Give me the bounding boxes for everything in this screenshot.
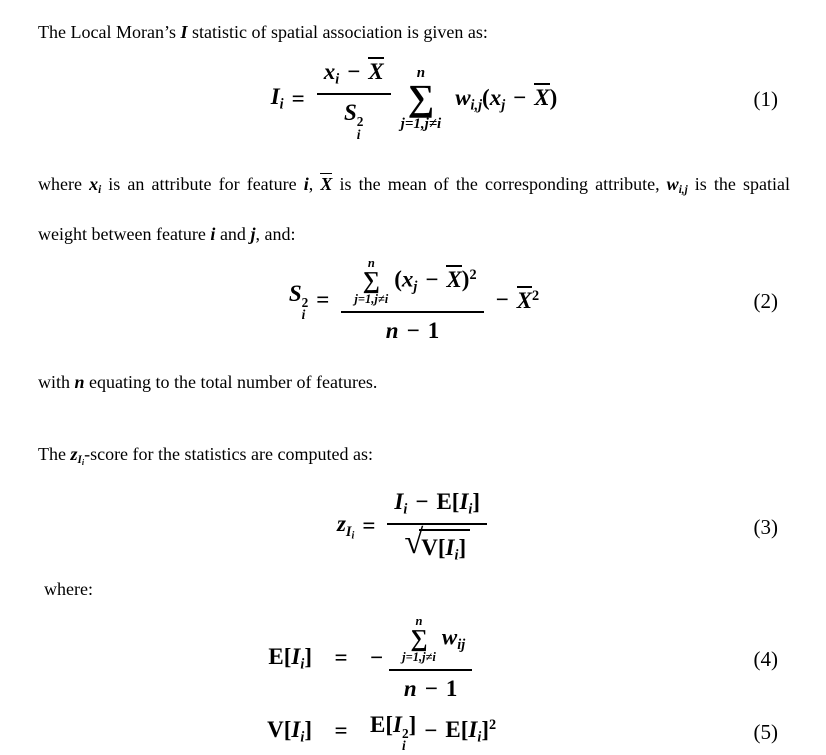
math-term [267, 716, 312, 747]
math-lhs [38, 643, 312, 674]
math-token: j [250, 223, 256, 244]
math-token: V[ [267, 717, 292, 743]
equation-3 [38, 485, 790, 569]
math-subscript: ij [457, 636, 466, 653]
text-segment: is the spatial weight between feature [38, 174, 790, 244]
fraction [341, 256, 483, 346]
sup-sub-stack [301, 294, 309, 323]
math-token: w [455, 84, 471, 110]
math-token: n [403, 675, 417, 701]
body-paragraph [38, 162, 790, 256]
math-subscript [346, 524, 354, 540]
math-token: i [303, 174, 309, 194]
left-paren: ( [394, 266, 402, 292]
math-subscript: i [81, 457, 85, 467]
minus-sign: − [406, 317, 420, 343]
math-subscript: i [454, 547, 459, 564]
fraction-numerator [317, 57, 391, 93]
right-paren: ) [549, 84, 558, 110]
left-paren: ( [482, 84, 490, 110]
right-bracket: ] [481, 717, 489, 743]
fraction [389, 614, 472, 704]
equals-sign [312, 717, 370, 746]
math-subscript: i [300, 729, 305, 746]
sigma-symbol: ∑ [407, 77, 435, 119]
math-superscript: 2 [469, 266, 477, 283]
fraction-denominator [389, 669, 472, 704]
math-token: I [468, 717, 478, 743]
body-paragraph [38, 442, 790, 475]
minus-sign: − [415, 488, 429, 514]
equation-4 [38, 613, 790, 705]
text-segment: is the mean of the corresponding attribute, [332, 174, 667, 194]
equation-number-4: (4) [753, 646, 778, 671]
right-bracket: ] [408, 711, 417, 737]
fraction [387, 488, 487, 565]
math-superscript: 2 [301, 294, 309, 310]
math-token: I [445, 535, 455, 561]
radical-sign: √ [404, 523, 424, 562]
math-token: X [446, 266, 462, 292]
math-superscript: 2 [356, 113, 364, 129]
math-token: X [516, 287, 533, 313]
math-subscript: i [300, 656, 305, 673]
math-token: w [666, 174, 679, 194]
equation-number-2: (2) [753, 288, 778, 313]
math-token: E[ [370, 711, 393, 737]
math-token: E[ [445, 717, 469, 743]
math-token: 1 [445, 675, 458, 701]
math-token: I [459, 488, 469, 514]
math-token: E[ [436, 488, 460, 514]
minus-sign: − [347, 58, 361, 84]
body-paragraph [38, 577, 790, 601]
math-token: I [393, 711, 402, 737]
fraction-denominator [387, 523, 487, 565]
math-subscript: i [301, 307, 306, 323]
math-subscript: i [468, 501, 473, 518]
math-subscript: i [356, 126, 361, 142]
math-token: I [291, 644, 301, 670]
math-token: S [343, 99, 357, 125]
fraction-denominator [341, 311, 483, 346]
sup-sub-stack [356, 113, 364, 142]
fraction-denominator [317, 93, 391, 141]
right-bracket: ] [458, 535, 467, 561]
fraction-numerator [387, 488, 487, 523]
fraction-numerator [389, 614, 472, 669]
sum-upper-limit: n [367, 255, 375, 270]
equation-number-3: (3) [753, 514, 778, 539]
sup-sub-stack [401, 725, 409, 754]
radicand [419, 529, 470, 565]
text-segment: -score for the statistics are computed as: [84, 443, 373, 464]
math-term [268, 643, 312, 674]
math-token: i [210, 223, 216, 244]
math-token: = [334, 645, 348, 671]
right-bracket: ] [304, 717, 312, 743]
minus-sign: − [425, 266, 439, 292]
math-token: x [323, 58, 336, 84]
equals-sign [312, 644, 370, 673]
math-token: E[ [268, 644, 292, 670]
text-segment: with [38, 371, 75, 392]
math-token: I [394, 488, 404, 514]
math-subscript: i [279, 96, 284, 113]
math-lhs [337, 510, 354, 543]
math-term [445, 716, 496, 747]
fraction [317, 57, 391, 141]
x-bar [534, 83, 549, 110]
summation-operator [354, 256, 388, 307]
math-lhs [289, 280, 308, 322]
math-rhs [370, 614, 476, 704]
summation-operator [402, 614, 436, 665]
math-subscript: i [335, 71, 340, 88]
summation-operator [401, 65, 442, 134]
equation-1 [38, 54, 790, 144]
math-subscript: i [98, 183, 102, 196]
right-bracket: ] [472, 488, 481, 514]
math-subscript: i,j [678, 183, 688, 196]
equals-sign: = [316, 287, 330, 313]
math-token: n [385, 317, 399, 343]
math-token: x [489, 84, 502, 110]
equation-number-1: (1) [753, 86, 778, 111]
math-superscript: 2 [401, 725, 409, 741]
fraction-numerator [341, 256, 483, 311]
math-subscript: i [351, 530, 355, 542]
math-lhs [38, 716, 312, 747]
math-token: I [345, 523, 352, 540]
intro-paragraph [38, 20, 790, 44]
math-subscript: j [413, 278, 418, 295]
math-token: w [441, 624, 458, 650]
math-token: I [270, 84, 280, 110]
sum-lower-limit: j=1,j≠i [354, 292, 389, 307]
text-segment: , [308, 174, 321, 194]
right-bracket: ] [304, 644, 312, 670]
text-segment: and [215, 223, 251, 244]
math-token: V[ [421, 535, 446, 561]
text-segment: is an attribute for feature [101, 174, 304, 194]
math-subscript: i [401, 738, 406, 754]
equals-sign: = [291, 85, 305, 111]
equation-5 [38, 711, 790, 753]
math-token: z [336, 510, 346, 536]
text-segment: statistic of spatial association is given as: [187, 22, 488, 42]
sum-upper-limit: n [415, 613, 423, 628]
math-term [370, 711, 416, 753]
math-token: I [77, 453, 82, 466]
math-token: X [534, 84, 550, 110]
text-segment: where [38, 174, 90, 194]
math-superscript: 2 [532, 288, 540, 305]
minus-sign: − [513, 84, 527, 110]
sigma-symbol: ∑ [362, 268, 380, 295]
math-token: n [74, 371, 85, 392]
text-segment: The [38, 443, 71, 464]
text-segment: equating to the total number of features. [84, 371, 378, 392]
math-token: z [70, 443, 78, 464]
x-bar [446, 265, 461, 292]
math-token: X [368, 58, 384, 84]
text-segment: The Local Moran’s [38, 22, 181, 42]
text-segment: where: [44, 578, 93, 599]
math-token: X [320, 174, 333, 194]
x-bar [320, 173, 332, 194]
body-paragraph [38, 370, 790, 394]
math-token: x [401, 266, 414, 292]
math-subscript: j [501, 97, 506, 114]
math-rhs [370, 711, 496, 753]
equation-number-5: (5) [753, 719, 778, 744]
math-token: = [334, 718, 348, 744]
minus-sign: − [424, 675, 438, 701]
sum-lower-limit: j=1,j≠i [400, 116, 442, 133]
sigma-symbol: ∑ [410, 626, 428, 653]
math-token: I [291, 717, 301, 743]
math-subscript: i [477, 729, 482, 746]
text-segment: , and: [255, 223, 296, 244]
math-token: x [89, 174, 99, 194]
sum-lower-limit: j=1,j≠i [402, 650, 436, 665]
math-superscript: 2 [489, 717, 497, 734]
math-subscript: i [403, 501, 408, 518]
math-term [455, 83, 557, 115]
math-term [517, 286, 539, 316]
math-lhs [271, 83, 284, 114]
equals-sign: = [362, 513, 376, 539]
sum-upper-limit: n [416, 64, 426, 81]
x-bar [517, 286, 532, 313]
minus-sign: − [370, 645, 384, 671]
math-subscript: i,j [470, 97, 483, 114]
math-token: I [180, 22, 188, 42]
minus-sign: − [495, 287, 509, 313]
math-token: 1 [427, 317, 440, 343]
right-paren: ) [461, 266, 470, 292]
x-bar [368, 57, 383, 84]
square-root [404, 523, 470, 565]
equation-2 [38, 246, 790, 356]
minus-sign: − [424, 718, 438, 744]
math-token: S [288, 280, 302, 306]
